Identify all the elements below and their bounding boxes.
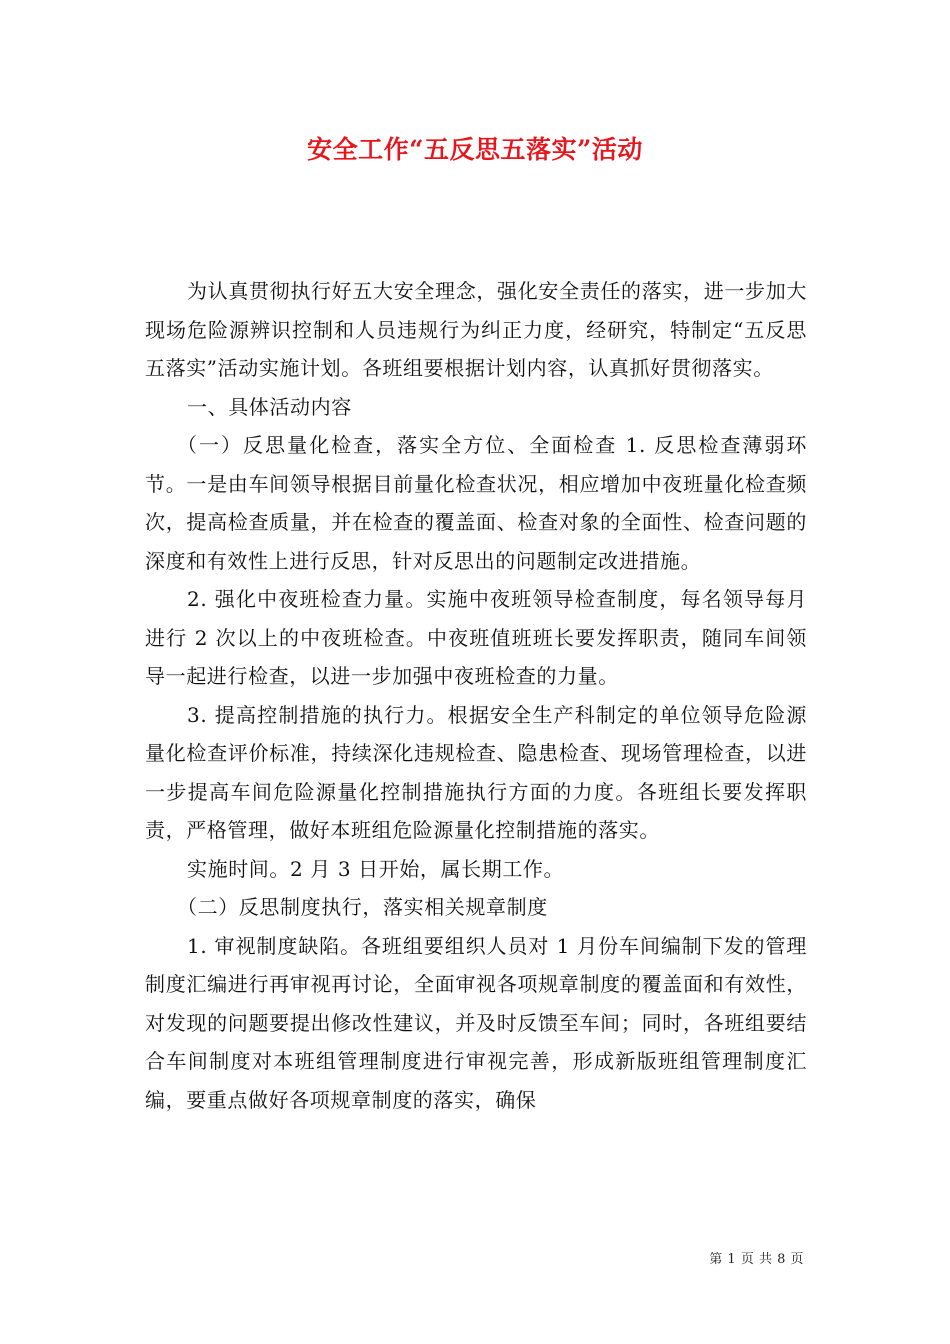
- paragraph-item-2: 2. 强化中夜班检查力量。实施中夜班领导检查制度，每名领导每月进行 2 次以上的中夜班检查。中夜班值班班长要发挥职责，随同车间领导一起进行检查，以进一步加强中夜班检查的力量。: [145, 587, 807, 688]
- section-heading-1: 一、具体活动内容: [187, 394, 352, 419]
- paragraph-schedule: 实施时间。2 月 3 日开始，属长期工作。: [187, 856, 565, 881]
- paragraph-item-3: 3. 提高控制措施的执行力。根据安全生产科制定的单位领导危险源量化检查评价标准，持续深化违规检查、隐患检查、现场管理检查，以进一步提高车间危险源量化控制措施执行方面的力度。各班组长要发挥职责，严格管理，做好本班组危险源量化控制措施的落实。: [145, 702, 807, 842]
- paragraph-intro: 为认真贯彻执行好五大安全理念，强化安全责任的落实，进一步加大现场危险源辨识控制和人员违规行为纠正力度，经研究，特制定“五反思五落实”活动实施计划。各班组要根据计划内容，认真抓好贯彻落实。: [145, 279, 807, 380]
- document-title: 安全工作“五反思五落实”活动: [307, 135, 643, 164]
- subsection-1-paragraph: （一）反思量化检查，落实全方位、全面检查 1. 反思检查薄弱环节。一是由车间领导根据目前量化检查状况，相应增加中夜班量化检查频次，提高检查质量，并在检查的覆盖面、检查对象的全面性、检查问题的深度和有效性上进行反思，针对反思出的问题制定改进措施。: [145, 433, 807, 573]
- paragraph-review-item-1: 1. 审视制度缺陷。各班组要组织人员对 1 月份车间编制下发的管理制度汇编进行再审视再讨论，全面审视各项规章制度的覆盖面和有效性，对发现的问题要提出修改性建议，并及时反馈至车间；同时，各班组要结合车间制度对本班组管理制度进行审视完善，形成新版班组管理制度汇编，要重点做好各项规章制度的落实，确保: [145, 933, 807, 1112]
- document-body: [145, 272, 807, 1119]
- page-number: 第 1 页 共 8 页: [709, 1252, 804, 1267]
- subsection-2-heading: （二）反思制度执行，落实相关规章制度: [177, 895, 548, 919]
